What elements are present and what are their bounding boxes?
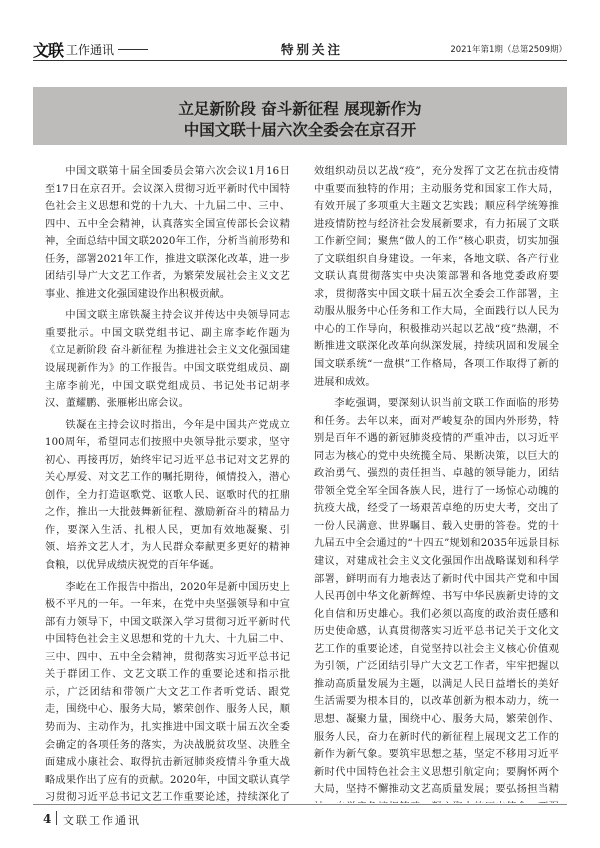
page-header: [33, 36, 567, 66]
paragraph: 中国文联第十届全国委员会第六次会议1月16日至17日在京召开。会议深入贯彻习近平新时代中国特色社会主义思想和党的十九大、十九届二中、三中、四中、五中全会精神，认真落实全国宣传部长会议精神，全面总结中国文联2020年工作，分析当前形势和任务，部署2021年工作，推进文联深化改革，进一步团结引导广大文艺工作者，为繁荣发展社会主义文艺事业、推进文化强国建设作出积极贡献。: [45, 166, 290, 300]
paragraph: 李屹在工作报告中指出，2020年是新中国历史上极不平凡的一年。一年来，在党中央坚强领导和中宣部有力领导下，中国文联深入学习贯彻习近平新时代中国特色社会主义思想和党的十九大、十九届二中、三中、四中、五中全会精神，贯彻落实习近平总书记关于群团工作、文艺文联工作的重要论述和指示批示，广泛团结和带领广大文艺工作者听党话、跟党走，围绕中心、服务大局，繁荣创作、服务人民，顺势而为、主动作为，扎实推进中国文联十届五次全委会确定的各项任务的落实，为决战脱贫攻坚、决胜全面建成小康社会、取得抗击新冠肺炎疫情斗争重大战略成果作出了应有的贡献。2020年，中国文联认真学习贯彻习近平总书记文艺工作重要论述，持续深化了: [45, 581, 290, 803]
issue-info: 2021年第1期（总第2509期）: [450, 45, 567, 55]
footer-divider: [33, 804, 567, 805]
header-divider: [33, 60, 567, 61]
paragraph: 铁凝在主持会议时指出，今年是中国共产党成立100周年，希望同志们按照中央领导批示要求，坚守初心、再接再厉，始终牢记习近平总书记对文艺界的关心厚爱、对文艺工作的嘱托期待，倾情投入，潜心创作，全力打造讴歌党、讴歌人民、讴歌时代的扛鼎之作，推出一大批鼓舞新征程、激励新奋斗的精品力作，要深入生活、扎根人民，更加有效地凝聚、引领、培养文艺人才，为人民群众奉献更多更好的精神食粮，以优异成绩庆祝党的百年华诞。: [45, 419, 290, 572]
page-footer: [33, 804, 567, 830]
brand-logo: 文联: [33, 40, 64, 60]
paragraph: 李屹强调，要深刻认识当前文联工作面临的形势和任务。去年以来，面对严峻复杂的国内外形势，特别是百年不遇的新冠肺炎疫情的严重冲击，以习近平同志为核心的党中央统揽全局、果断决策，以巨大的政治勇气、强烈的责任担当、卓越的领导能力，团结带领全党全军全国各族人民，进行了一场惊心动魄的抗疫大战，经受了一场艰苦卓绝的历史大考，交出了一份人民满意、世界瞩目、载入史册的答卷。党的十九届五中全会通过的“十四五”规划和2035年远景目标建议，对建成社会主义文化强国作出战略谋划和科学部署，鲜明而有力地表达了新时代中国共产党和中国人民再创中华文化新辉煌、书写中华民族新史诗的文化自信和历史雄心。我们必须以高度的政治责任感和历史使命感，认真贯彻落实习近平总书记关于文化文艺工作的重要论述，自觉坚持以社会主义核心价值观为引领，广泛团结引导广大文艺工作者，牢牢把握以推动高质量发展为主题，以满足人民日益增长的美好生活需要为根本目的，以改革创新为根本动力，统一思想、凝聚力量，围绕中心、服务大局，繁荣创作、服务人民，奋力在新时代的新征程上展现文艺工作的新作为新气象。要筑牢思想之基，坚定不移用习近平新时代中国特色社会主义思想引航定向；要胸怀两个大局，坚持不懈推动文艺高质量发展；要弘扬担当精: [314, 398, 559, 796]
paragraph: 中国文联主席铁凝主持会议并传达中央领导同志重要批示。中国文联党组书记、副主席李屹作题为《立足新阶段 奋斗新征程 为推进社会主义文化强国建设展现新作为》的工作报告。中国文联党组成员、副主席李前光，中国文联党组成员、书记处书记胡孝汉、董耀鹏、张雁彬出席会议。: [45, 310, 290, 410]
column-name: 特别关注: [281, 42, 344, 57]
page-number: 4: [43, 812, 52, 826]
article-title-line-1: 立足新阶段 奋斗新征程 展现新作为: [178, 99, 422, 118]
brand-name: 工作通讯: [66, 42, 115, 57]
footer-separator: [56, 811, 57, 825]
brand-rule: [118, 49, 148, 50]
article-title-line-2: 中国文联十届六次全委会在京召开: [183, 120, 417, 139]
paragraph: 效组织动员以艺战“疫”，充分发挥了文艺在抗击疫情中重要而独特的作用；主动服务党和国家工作大局，有效开展了多项重大主题文艺实践；顺应科学统筹推进疫情防控与经济社会发展新要求，有力拓展了文联工作新空间；聚焦“做人的工作”核心职责，切实加强了文联组织自身建设。一年来，各地文联、各产行业文联认真贯彻落实中央决策部署和各地党委政府要求，贯彻落实中国文联十届五次全委会工作部署，主动服从服务中心任务和工作大局，全面践行以人民为中心的工作导向，积极推动兴起以艺战“疫”热潮，不断推进文联深化改革向纵深发展，持续巩固和发展全国文联系统“一盘棋”工作格局，各项工作取得了新的进展和成效。: [314, 166, 559, 388]
title-banner: [33, 87, 567, 145]
publication-brand: [33, 40, 148, 58]
article-column-right: [314, 163, 559, 803]
footer-publication: 文联工作通讯: [63, 814, 141, 827]
article-column-left: [45, 163, 290, 803]
